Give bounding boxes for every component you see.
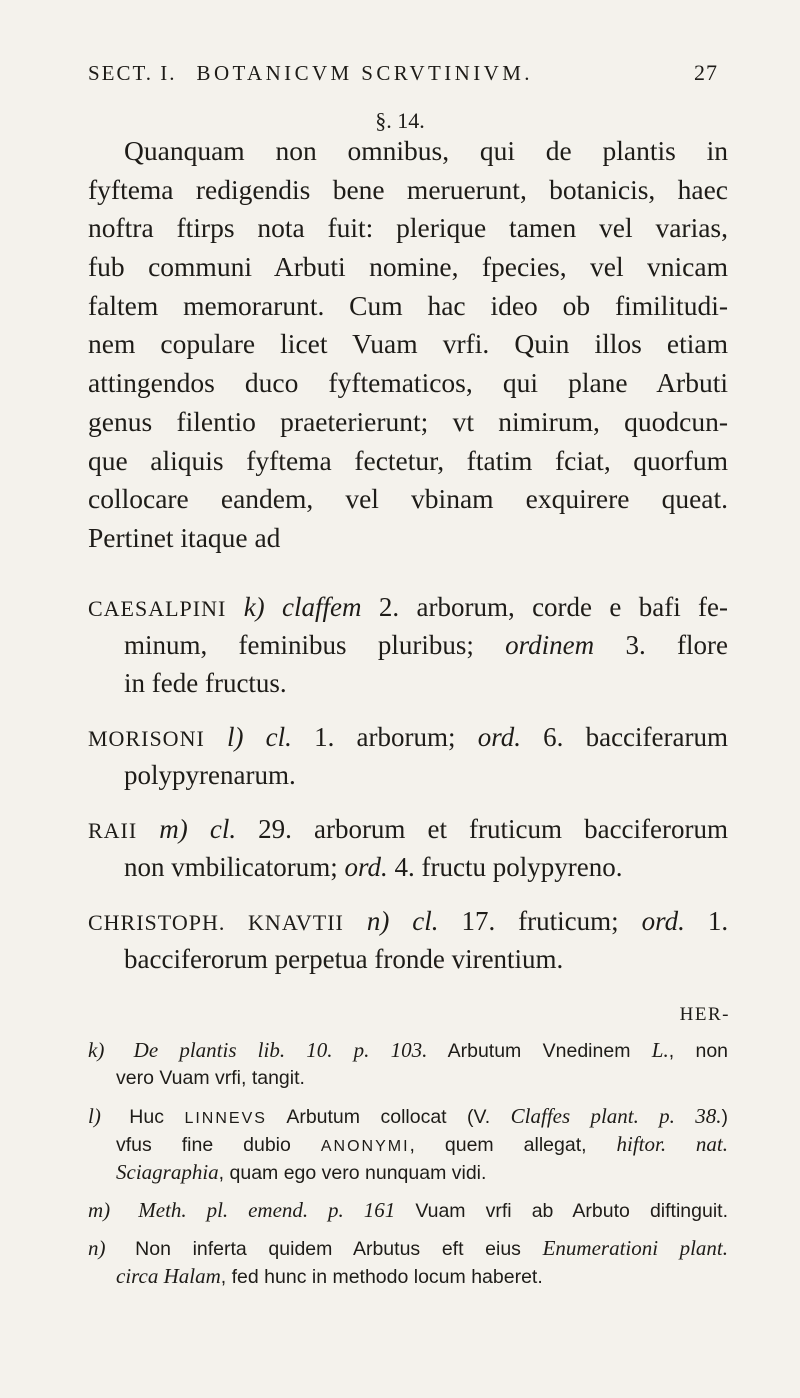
paragraph-line: faltem memorarunt. Cum hac ideo ob fimilitudi- (88, 289, 728, 321)
entry-term: cl. (209, 814, 237, 844)
footnote-line (88, 1262, 728, 1290)
entry-term: ord. (641, 906, 685, 936)
entry-text: 3. flore (625, 630, 729, 660)
footnote-line (88, 1130, 728, 1158)
footnote-ref: m) (159, 814, 188, 844)
paragraph-line: que aliquis fyftema fectetur, ftatim fciat, quorfum (88, 444, 728, 476)
footnote-m (88, 1196, 728, 1224)
entry-line (88, 588, 728, 626)
entry-text: 6. bacciferarum (543, 722, 728, 752)
entry-text: 17. fruticum; (461, 906, 619, 936)
paragraph-line: attingendos duco fyftematicos, qui plane Arbuti (88, 367, 728, 399)
entry-line: in fede fructus. (124, 668, 287, 698)
footnote-text: , quam ego vero nunquam vidi. (218, 1162, 487, 1184)
footnote-author: ANONYMI (320, 1138, 410, 1155)
footnote-line (88, 1196, 728, 1224)
entry-text: 1. arborum; (314, 722, 456, 752)
entry-line (88, 718, 728, 756)
footnote-mark: n) (88, 1236, 106, 1260)
footnote-mark: l) (88, 1104, 101, 1128)
page-number: 27 (694, 60, 718, 85)
paragraph-line: Quanquam non omnibus, qui de plantis in (124, 135, 728, 166)
entry-line: bacciferorum perpetua fronde virentium. (124, 944, 564, 974)
footnote-citation: hiftor. nat. (616, 1132, 728, 1156)
entry-text: 4. fructu polypyreno. (394, 852, 623, 882)
entry-line (88, 848, 728, 886)
running-head (88, 58, 718, 88)
author-name: RAII (88, 818, 138, 843)
entry-line (88, 626, 728, 664)
footnote-citation: Meth. pl. emend. p. 161 (138, 1198, 396, 1222)
footnote-text: , non (668, 1040, 729, 1062)
footnote-line (88, 1234, 728, 1262)
footnote-text: vfus fine dubio (116, 1134, 291, 1156)
footnote-line (88, 1102, 728, 1130)
footnote-line (88, 1158, 728, 1186)
catchword: HER- (679, 1004, 730, 1025)
author-name: MORISONI (88, 726, 205, 751)
author-name: CAESALPINI (88, 596, 227, 621)
footnote-author: LINNEVS (184, 1110, 267, 1127)
footnote-text: Arbutum Vnedinem (447, 1040, 631, 1062)
footnote-ref: k) (243, 592, 265, 622)
entry-term: claffem (282, 592, 362, 622)
footnote-text: Arbutum collocat (V. (286, 1106, 491, 1128)
footnote-text: Huc (129, 1106, 164, 1128)
paragraph-line: fyftema redigendis bene meruerunt, botanicis, haec (88, 173, 728, 205)
paragraph-line: Pertinet itaque ad (88, 521, 281, 553)
footnote-citation: De plantis lib. 10. p. 103. (133, 1038, 428, 1062)
footnote-mark: m) (88, 1198, 111, 1222)
footnote-n (88, 1234, 728, 1290)
footnote-l (88, 1102, 728, 1186)
entry-term: cl. (412, 906, 439, 936)
footnote-citation: circa Halam (116, 1264, 221, 1288)
classification-entry-morisoni (88, 718, 728, 794)
footnote-ref: n) (366, 906, 390, 936)
footnote-text: Vuam vrfi ab Arbuto diftinguit. (415, 1200, 728, 1222)
entry-term: ord. (344, 852, 388, 882)
entry-text: 1. (707, 906, 729, 936)
footnote-line (88, 1036, 728, 1064)
footnote-text: Non inferta quidem Arbutus eft eius (135, 1238, 521, 1260)
entry-line (88, 810, 728, 848)
footnote-mark: k) (88, 1038, 105, 1062)
footnote-text: , quem allegat, (409, 1134, 587, 1156)
classification-list (88, 588, 728, 994)
paragraph-line: nem copulare licet Vuam vrfi. Quin illos etiam (88, 328, 728, 360)
footnote-ref: l) (226, 722, 244, 752)
running-title: BOTANICVM SCRVTINIVM. (196, 60, 533, 85)
footnotes (88, 1036, 728, 1300)
footnote-k (88, 1036, 728, 1092)
classification-entry-caesalpini (88, 588, 728, 702)
entry-text: minum, feminibus pluribus; (124, 630, 474, 660)
footnote-citation: L. (651, 1038, 669, 1062)
footnote-line: vero Vuam vrfi, tangit. (116, 1067, 305, 1089)
entry-term: ord. (477, 722, 521, 752)
paragraph-line: collocare eandem, vel vbinam exquirere queat. (88, 483, 728, 515)
entry-term: ordinem (505, 630, 595, 660)
entry-text: non vmbilicatorum; (124, 852, 338, 882)
section-number: §. 14. (375, 108, 425, 133)
entry-term: cl. (265, 722, 292, 752)
footnote-text: ) (721, 1106, 728, 1128)
paragraph-line: genus filentio praeterierunt; vt nimirum, quodcun- (88, 405, 728, 437)
entry-line (88, 902, 728, 940)
main-paragraph (88, 132, 728, 558)
footnote-text: , fed hunc in methodo locum haberet. (220, 1266, 543, 1288)
paragraph-line: noftra ftirps nota fuit: plerique tamen vel varias, (88, 212, 728, 244)
entry-line: polypyrenarum. (124, 760, 296, 790)
section-label: SECT. I. (88, 60, 177, 85)
footnote-citation: Sciagraphia (116, 1160, 219, 1184)
footnote-citation: Enumerationi plant. (542, 1236, 728, 1260)
classification-entry-knautii (88, 902, 728, 978)
author-name: CHRISTOPH. KNAVTII (88, 910, 344, 935)
entry-text: 2. arborum, corde e bafi fe- (378, 592, 729, 622)
entry-text: 29. arborum et fruticum bacciferorum (258, 814, 728, 844)
footnote-citation: Claffes plant. p. 38. (510, 1104, 722, 1128)
paragraph-line: fub communi Arbuti nomine, fpecies, vel vnicam (88, 251, 728, 283)
classification-entry-raii (88, 810, 728, 886)
